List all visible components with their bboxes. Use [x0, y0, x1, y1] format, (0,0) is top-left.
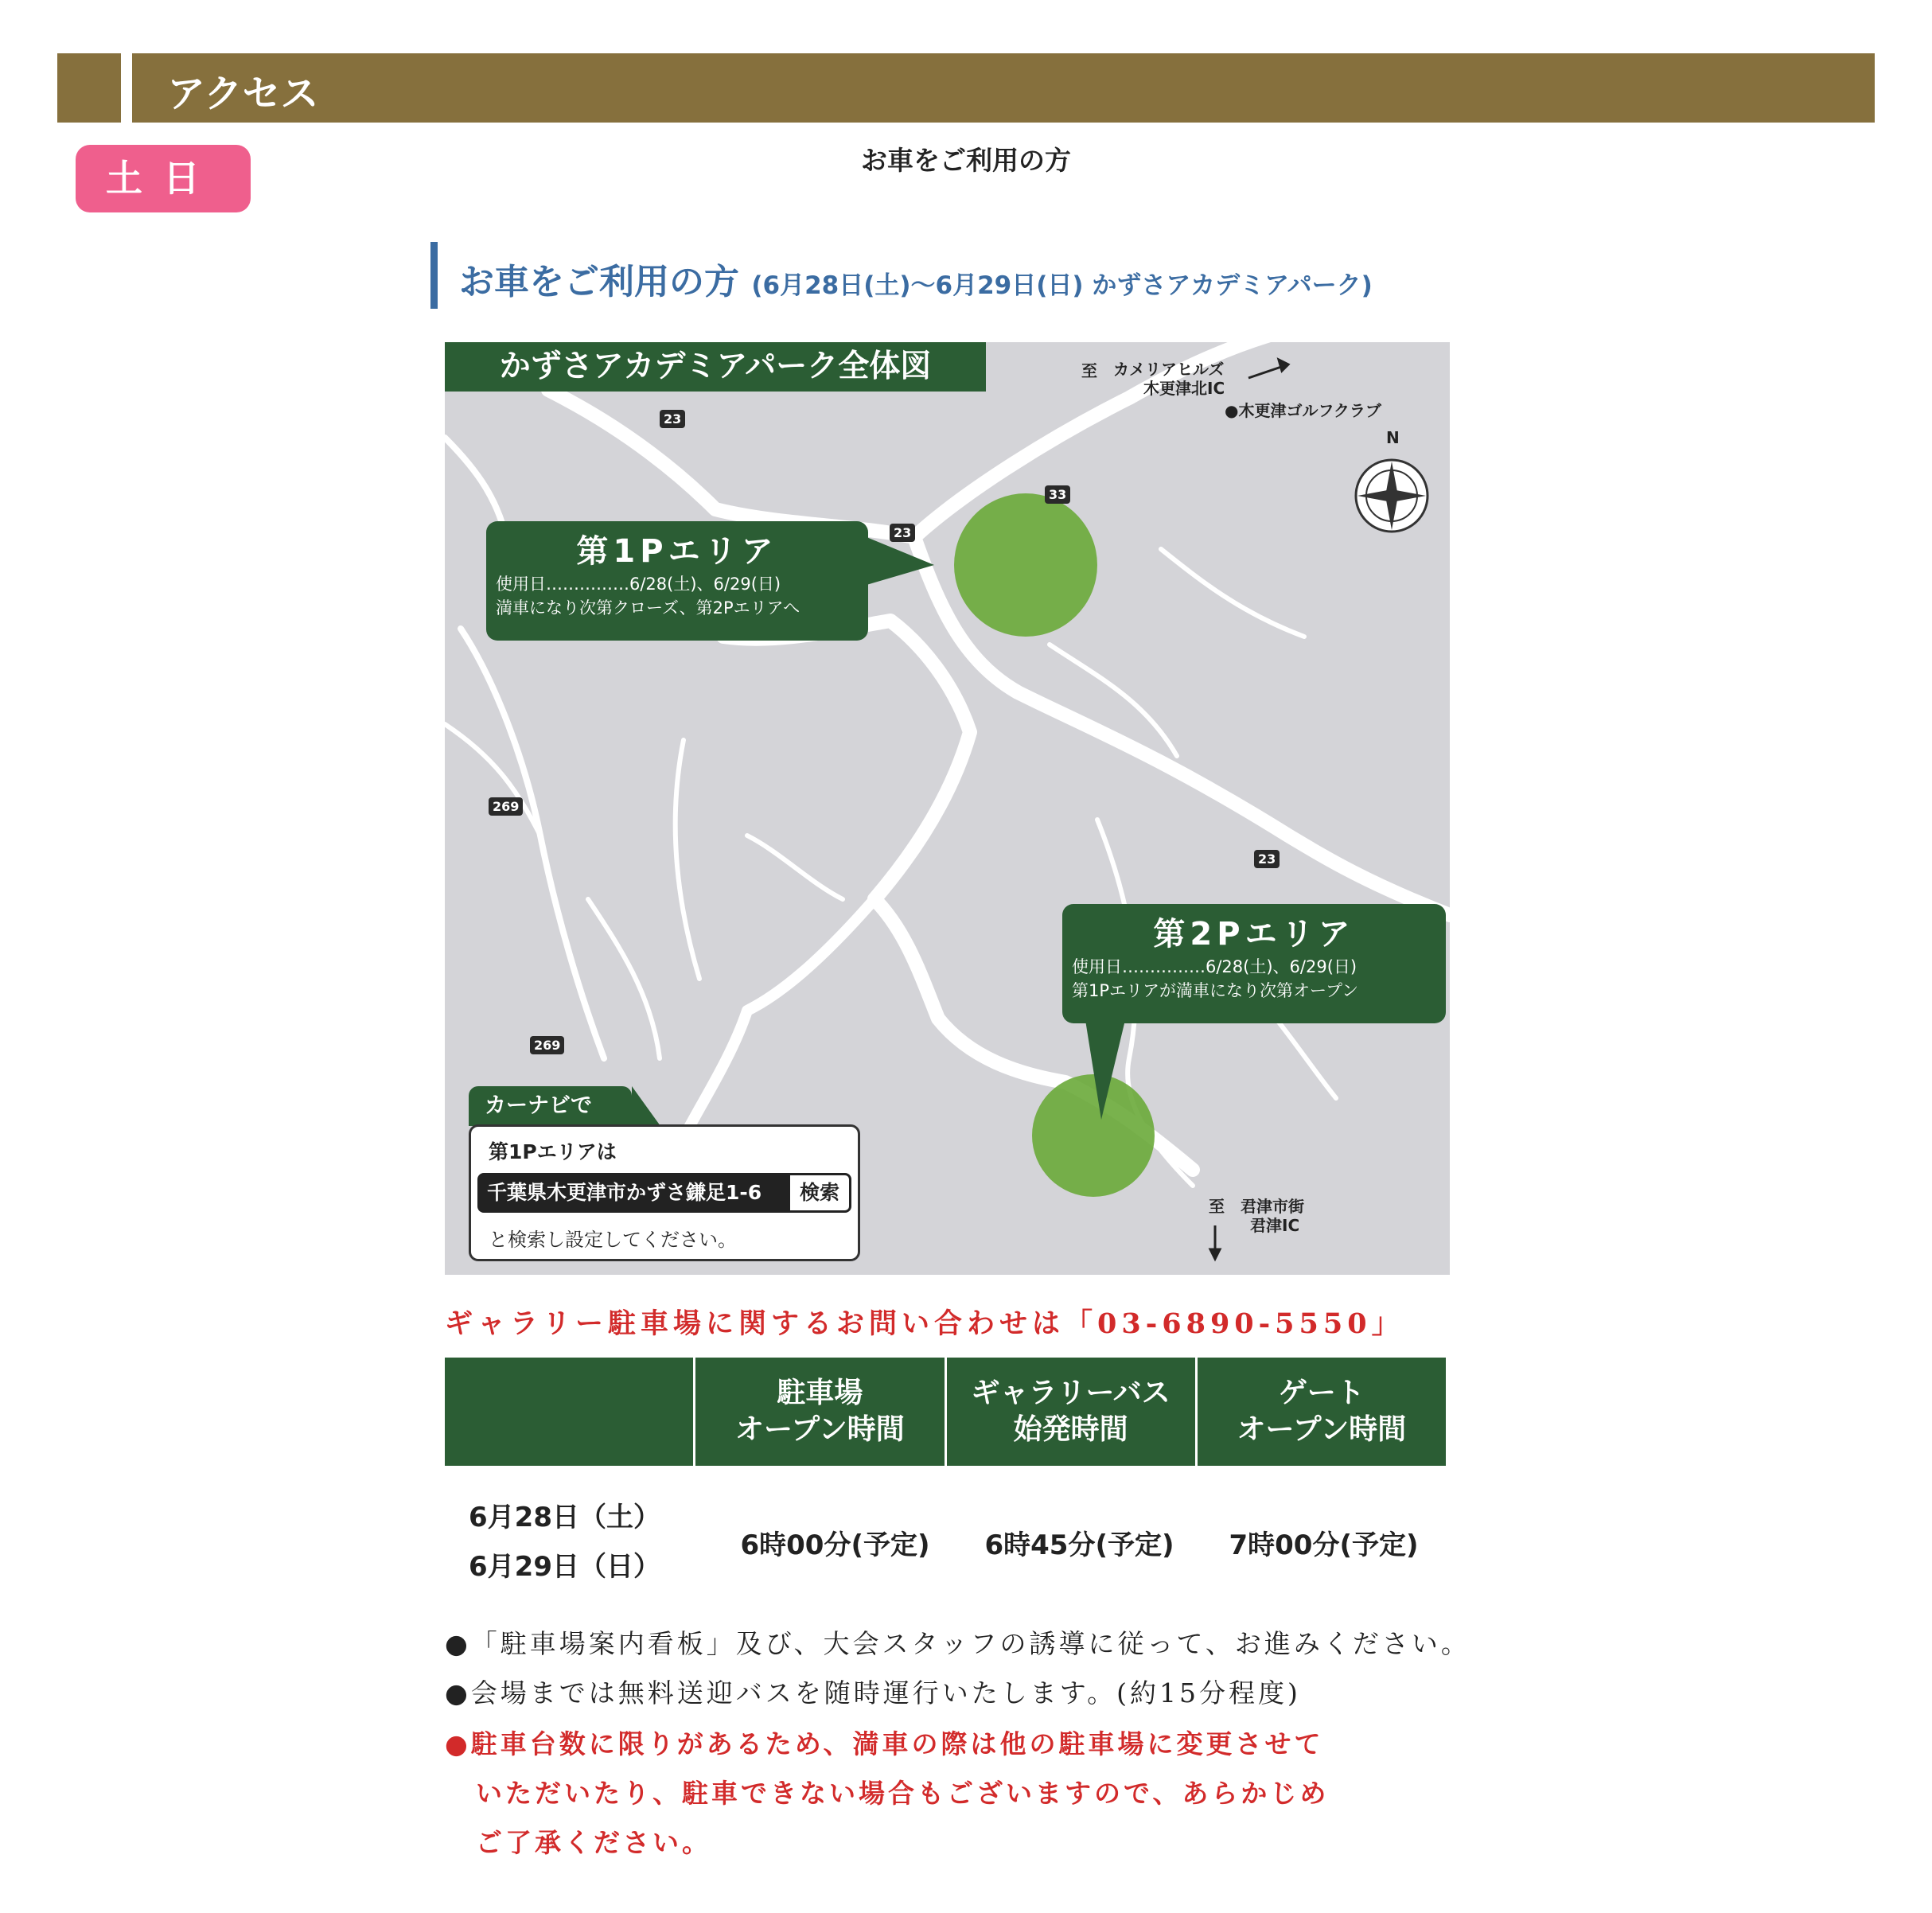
dest-top-prefix: 至: [1081, 361, 1097, 380]
table-header-row: [445, 1358, 1446, 1466]
section-title: [459, 253, 1373, 304]
dest-top-line1: カメリアヒルズ: [1113, 360, 1225, 379]
section-subtitle: (6月28日(土)〜6月29日(日) かずさアカデミアパーク): [751, 271, 1373, 300]
route-marker: 269: [489, 797, 523, 816]
table-cell-gate: 7時00分(予定): [1229, 1529, 1419, 1561]
p1-title: 第1Pエリア: [576, 533, 778, 570]
header-accent-block: [57, 53, 121, 123]
route-marker: 33: [1045, 485, 1070, 504]
p2-info-box: [1062, 904, 1446, 1023]
note-capacity-line2: いただいたり、駐車できない場合もございますので、あらかじめ: [476, 1778, 1330, 1809]
table-row: [445, 1471, 1446, 1614]
p1-info-box: [486, 521, 868, 641]
compass-icon: [1356, 460, 1428, 532]
table-header-gate: ゲート オープン時間: [1195, 1358, 1446, 1466]
p2-pointer: [1077, 1020, 1141, 1124]
p2-usage: 使用日……………6/28(土)、6/29(日): [1072, 957, 1357, 976]
note-capacity-line3: ご了承ください。: [476, 1827, 711, 1858]
p1-usage: 使用日……………6/28(土)、6/29(日): [496, 575, 781, 594]
table-header-parking: 駐車場 オープン時間: [693, 1358, 944, 1466]
car-navi-tab: カーナビで: [469, 1086, 632, 1126]
car-navi-search-label: 検索: [788, 1173, 851, 1213]
route-marker: 23: [890, 524, 915, 542]
schedule-table: [445, 1358, 1446, 1614]
road-main-south: [723, 621, 970, 899]
parking-inquiry: ギャラリー駐車場に関するお問い合わせは「03-6890-5550」: [445, 1307, 1404, 1340]
north-label: N: [1386, 428, 1400, 447]
route-marker: 23: [660, 410, 685, 428]
table-header-empty: [445, 1358, 693, 1466]
p1-pointer: [867, 529, 938, 593]
table-cell-parking: 6時00分(予定): [740, 1529, 930, 1561]
day-badge: 土日: [76, 145, 251, 212]
route-marker: 23: [1254, 850, 1280, 868]
table-cell-dates: [445, 1493, 713, 1592]
dest-bottom-prefix: 至: [1209, 1197, 1225, 1216]
date-2: 6月29日（日）: [469, 1551, 660, 1583]
car-navi-box: [469, 1086, 860, 1261]
p1-note: 満車になり次第クローズ、第2Pエリアへ: [496, 598, 800, 618]
golf-club-label: ●木更津ゴルフクラブ: [1225, 401, 1381, 420]
section-title-main: お車をご利用の方: [459, 262, 739, 302]
car-navi-line3: と検索し設定してください。: [489, 1229, 737, 1251]
table-header-bus: ギャラリーバス 始発時間: [945, 1358, 1195, 1466]
p1-area-circle: [954, 493, 1097, 637]
road-route-23-north: [548, 390, 914, 537]
car-navi-line1: 第1Pエリアは: [489, 1140, 617, 1163]
dest-bottom-line2: 君津IC: [1250, 1216, 1300, 1235]
table-cell-bus: 6時45分(予定): [984, 1529, 1174, 1561]
car-navi-body: [469, 1124, 860, 1261]
dest-bottom-line1: 君津市街: [1241, 1197, 1304, 1216]
note-guidance: ●「駐車場案内看板」及び、大会スタッフの誘導に従って、お進みください。: [445, 1628, 1470, 1659]
dest-top-line2: 木更津北IC: [1143, 379, 1225, 398]
area-map: [445, 342, 1450, 1275]
note-shuttle-bus: ●会場までは無料送迎バスを随時運行いたします。(約15分程度): [445, 1677, 1301, 1708]
car-navi-address: 千葉県木更津市かずさ鎌足1-6: [477, 1173, 788, 1213]
p2-title: 第2Pエリア: [1153, 916, 1355, 953]
route-marker: 269: [530, 1036, 564, 1054]
page-title: アクセス: [167, 72, 319, 116]
date-1: 6月28日（土）: [469, 1502, 660, 1533]
header-bar: [132, 53, 1875, 123]
top-label: お車をご利用の方: [861, 145, 1071, 176]
map-title: かずさアカデミアパーク全体図: [445, 342, 986, 392]
section-accent-bar: [430, 242, 438, 309]
p2-note: 第1Pエリアが満車になり次第オープン: [1072, 981, 1359, 1000]
note-capacity-line1: ●駐車台数に限りがあるため、満車の際は他の駐車場に変更させて: [445, 1728, 1324, 1759]
